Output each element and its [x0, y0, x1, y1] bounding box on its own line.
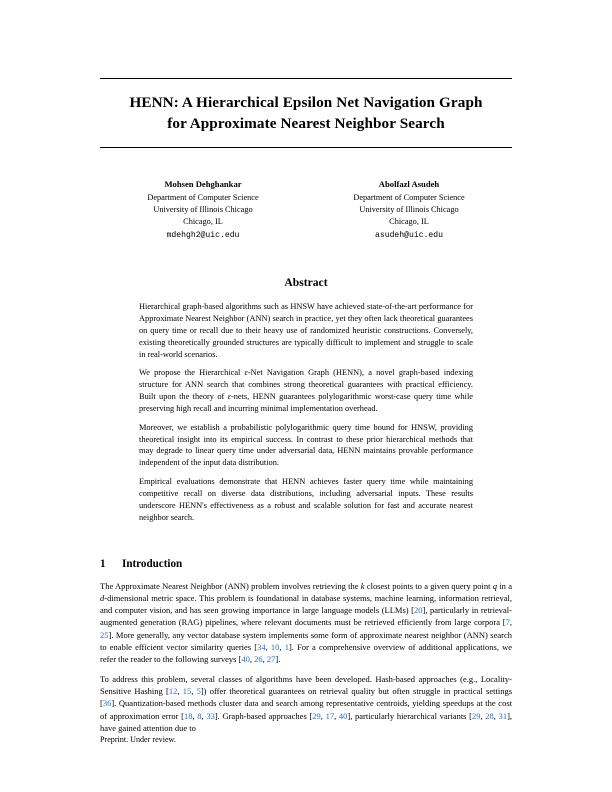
footer-note: Preprint. Under review.: [100, 735, 176, 744]
body-paragraph: The Approximate Nearest Neighbor (ANN) problem involves retrieving the k closest points to a given query point q in a d-dimensional metric space. This problem is foundational in database systems, machine learning, information retrieval, and computer vision, and has seen growing importance in large language models (LLMs) [20], particularly in retrieval-augmented generation (RAG) pipelines, where relevant documents must be retrieved efficiently from large corpora [7, 25]. More generally, any vector database system implements some form of approximate nearest neighbor (ANN) search to enable efficient vector similarity queries [34, 10, 1]. For a comprehensive overview of additional applications, we refer the reader to the following surveys [40, 26, 27].: [100, 580, 513, 665]
title-line-1: HENN: A Hierarchical Epsilon Net Navigation Graph: [129, 94, 483, 111]
paper-content: [100, 78, 512, 741]
abstract-paragraph: Hierarchical graph-based algorithms such as HNSW have achieved state-of-the-art performance for Approximate Nearest Neighbor (ANN) search in practice, yet they often lack theoretical guarantees on query time or recall due to their heavy use of randomized heuristic constructions. Conversely, existing theoretically grounded structures are typically difficult to implement and struggle to scale in real-world scenarios.: [139, 302, 473, 359]
author-name: Abolfazl Asudeh: [378, 178, 440, 189]
title-line-2: for Approximate Nearest Neighbor Search: [167, 114, 445, 132]
title-rule-top: [100, 78, 512, 79]
author-2: [306, 178, 512, 242]
title-rule-bottom: [100, 147, 512, 148]
author-university: University of Illinois Chicago: [359, 205, 459, 215]
body-paragraph: To address this problem, several classes of algorithms have been developed. Hash-based approaches (e.g., Locality-Sensitive Hashing [12, 15, 5]) offer theoretical guarantees on retrieval quality but often struggle in practical settings [36]. Quantization-based methods cluster data and search among representative centroids, yielding speedups at the cost of approximation error [18, 8, 33]. Graph-based approaches [29, 17, 40], particularly hierarchical variants [29, 28, 31], have gained attention due to: [100, 673, 513, 733]
abstract-paragraph: Empirical evaluations demonstrate that HENN achieves faster query time while maintaining competitive recall on diverse data distributions, including adversarial inputs. These results underscore HENN's effectiveness as a robust and scalable solution for fast and accurate nearest neighbor search.: [139, 477, 473, 522]
author-block: [100, 178, 512, 242]
section-title: Introduction: [122, 557, 183, 570]
section-number: 1: [100, 557, 106, 570]
abstract-block: [139, 301, 473, 523]
author-department: Department of Computer Science: [147, 193, 259, 203]
abstract-heading: Abstract: [284, 276, 328, 290]
author-email[interactable]: asudeh@uic.edu: [375, 231, 443, 241]
author-name: Mohsen Dehghankar: [164, 178, 242, 189]
author-1: [100, 178, 306, 242]
abstract-paragraph: We propose the Hierarchical ε-Net Navigation Graph (HENN), a novel graph-based indexing structure for ANN search that combines strong theoretical guarantees with practical efficiency. Built upon the theory of ε-nets, HENN guarantees polylogarithmic worst-case query time while preserving high recall and incurring minimal implementation overhead.: [139, 368, 474, 413]
section-heading-introduction: [100, 558, 512, 570]
author-city: Chicago, IL: [389, 217, 429, 227]
author-email[interactable]: mdehgh2@uic.edu: [166, 231, 240, 241]
author-city: Chicago, IL: [183, 217, 223, 227]
author-department: Department of Computer Science: [353, 193, 465, 203]
page-title: [100, 93, 512, 135]
abstract-paragraph: Moreover, we establish a probabilistic polylogarithmic query time bound for HNSW, providing theoretical insight into its empirical success. In contrast to these prior hierarchical methods that may degrade to linear query time under adversarial data, HENN maintains provable performance independent of the input data distribution.: [139, 422, 473, 468]
author-university: University of Illinois Chicago: [153, 205, 253, 215]
